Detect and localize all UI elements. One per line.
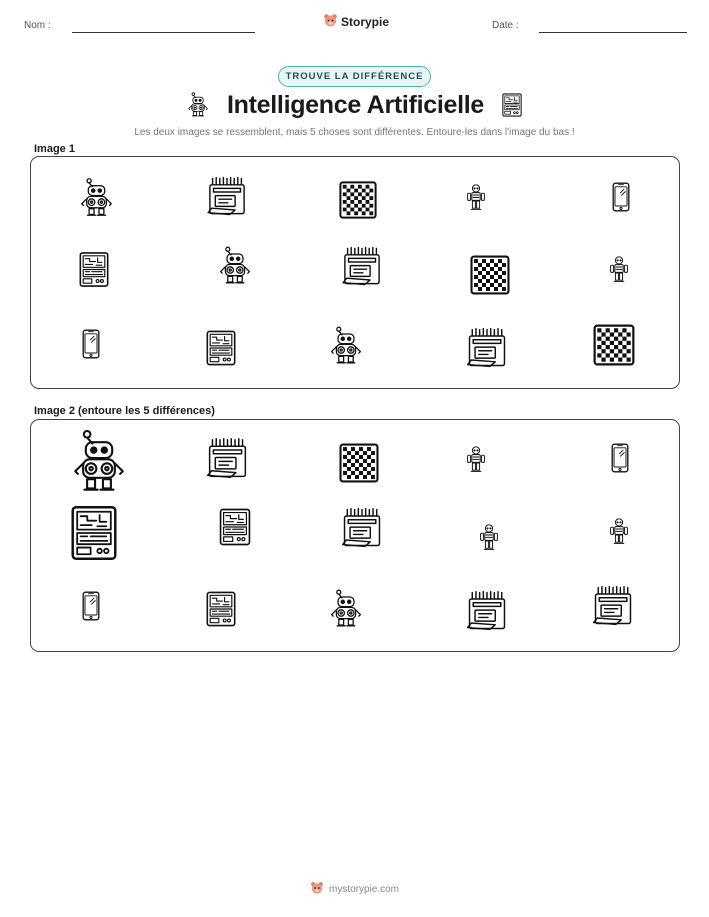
page-title: Intelligence Artificielle xyxy=(227,90,484,119)
computer-keyboard-icon xyxy=(339,244,385,289)
smartphone-icon xyxy=(606,173,636,221)
computer-keyboard-icon xyxy=(464,325,510,371)
robot-gear-icon xyxy=(185,90,211,120)
chessboard-icon xyxy=(469,254,511,296)
humanoid-robot-icon[interactable] xyxy=(461,436,491,484)
image1-label: Image 1 xyxy=(34,143,75,155)
date-field[interactable] xyxy=(539,32,687,33)
humanoid-robot-icon xyxy=(604,247,634,293)
robot-gear-icon xyxy=(76,174,117,222)
circuit-board-icon[interactable] xyxy=(216,503,254,551)
footer-url[interactable]: mystorypie.com xyxy=(328,884,399,895)
circuit-board-icon[interactable] xyxy=(66,500,122,566)
brand-logo xyxy=(323,13,389,31)
activity-badge: TROUVE LA DIFFÉRENCE xyxy=(278,66,431,87)
computer-keyboard-icon[interactable] xyxy=(204,435,251,482)
instructions: Les deux images se ressemblent, mais 5 choses sont différentes. Entoure-les dans l'image du bas ! xyxy=(134,127,575,138)
humanoid-robot-icon xyxy=(461,175,491,221)
bear-logo-icon xyxy=(323,13,338,31)
computer-keyboard-icon xyxy=(204,174,250,219)
computer-keyboard-icon[interactable] xyxy=(339,505,385,551)
robot-gear-icon[interactable] xyxy=(66,428,132,496)
name-field[interactable] xyxy=(72,32,255,33)
computer-keyboard-icon[interactable] xyxy=(464,588,510,634)
bear-logo-icon xyxy=(310,881,324,898)
chessboard-icon xyxy=(592,323,636,367)
circuit-board-icon xyxy=(203,325,239,371)
title-row xyxy=(0,90,709,120)
circuit-board-icon xyxy=(76,246,112,293)
chessboard-icon[interactable] xyxy=(338,442,380,484)
footer xyxy=(0,881,709,898)
robot-gear-icon xyxy=(215,242,255,290)
humanoid-robot-icon[interactable] xyxy=(474,514,504,562)
smartphone-icon[interactable] xyxy=(605,434,635,482)
date-label: Date : xyxy=(492,20,519,31)
image2-label: Image 2 (entoure les 5 différences) xyxy=(34,405,215,417)
brand-name: Storypie xyxy=(341,15,390,29)
robot-gear-icon xyxy=(326,322,366,370)
circuit-board-icon xyxy=(500,91,524,119)
smartphone-icon[interactable] xyxy=(76,582,106,630)
name-label: Nom : xyxy=(24,20,51,31)
smartphone-icon xyxy=(76,320,106,368)
humanoid-robot-icon[interactable] xyxy=(604,508,634,556)
computer-keyboard-icon[interactable] xyxy=(590,583,636,629)
robot-gear-icon[interactable] xyxy=(326,585,366,633)
chessboard-icon xyxy=(338,180,378,220)
circuit-board-icon[interactable] xyxy=(203,586,239,632)
